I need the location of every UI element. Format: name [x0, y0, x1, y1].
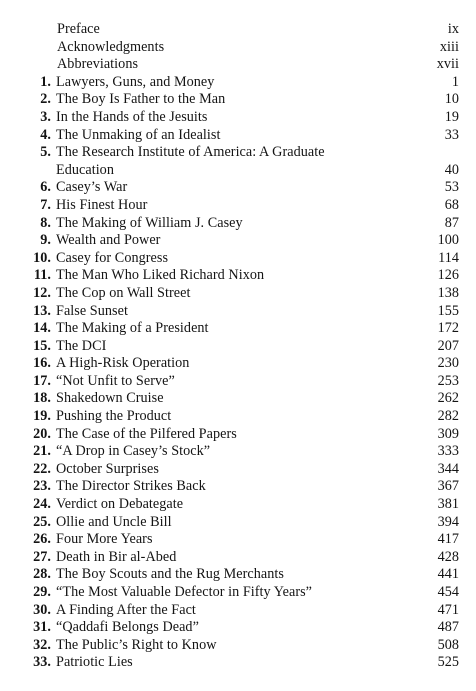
chapter-title: The Boy Is Father to the Man	[56, 91, 226, 108]
chapter-number: 32.	[33, 636, 51, 653]
chapter-number: 6.	[40, 179, 51, 196]
front-matter-page: ix	[447, 21, 459, 37]
chapter-title: “The Most Valuable Defector in Fifty Years”	[56, 584, 313, 600]
chapter-page: 100	[437, 232, 459, 249]
chapter-entry	[0, 478, 476, 496]
chapter-page: 207	[437, 337, 459, 354]
chapter-entry	[0, 637, 476, 655]
chapter-entry	[0, 549, 476, 567]
chapter-number: 24.	[33, 496, 51, 513]
chapter-number: 13.	[33, 302, 51, 319]
chapter-number: 30.	[33, 601, 51, 618]
chapter-entry	[0, 373, 476, 391]
chapter-title: The Boy Scouts and the Rug Merchants	[56, 566, 284, 583]
chapter-title: Four More Years	[56, 531, 153, 548]
chapter-number: 33.	[33, 654, 51, 671]
chapter-page: 417	[437, 531, 459, 548]
chapter-number: 21.	[33, 443, 51, 460]
chapter-entry	[0, 285, 476, 303]
chapter-title: The Cop on Wall Street	[56, 284, 191, 301]
chapter-page: 262	[437, 390, 459, 407]
chapter-page: 10	[444, 91, 459, 108]
chapter-number: 4.	[40, 126, 51, 143]
chapter-title: The Research Institute of America: A Graduate Education	[56, 144, 325, 178]
front-matter-title: Preface	[57, 21, 100, 37]
chapter-page: 381	[437, 496, 459, 513]
chapter-number: 17.	[33, 372, 51, 389]
chapter-entry	[0, 390, 476, 408]
chapter-page: 344	[437, 460, 459, 477]
chapter-title: Casey for Congress	[56, 249, 169, 266]
chapter-page: 309	[437, 425, 459, 442]
chapter-entry	[0, 74, 476, 92]
chapter-entry	[0, 584, 476, 602]
chapter-page: 87	[444, 214, 459, 231]
chapter-entry	[0, 250, 476, 268]
chapter-title: Lawyers, Guns, and Money	[56, 73, 215, 90]
chapter-entry	[0, 426, 476, 444]
chapter-number: 12.	[33, 284, 51, 301]
chapter-entry	[0, 320, 476, 338]
chapter-number: 9.	[40, 232, 51, 249]
chapter-entry	[0, 443, 476, 461]
chapter-number: 3.	[40, 108, 51, 125]
chapter-page: 394	[437, 513, 459, 530]
chapter-title: Wealth and Power	[56, 232, 161, 249]
chapter-number: 14.	[33, 320, 51, 337]
chapter-number: 28.	[33, 566, 51, 583]
chapter-title: “Not Unfit to Serve”	[56, 372, 175, 389]
chapter-page: 282	[437, 408, 459, 425]
chapter-number: 16.	[33, 355, 51, 372]
chapter-number: 22.	[33, 460, 51, 477]
chapter-title: The Case of the Pilfered Papers	[56, 425, 237, 442]
chapter-page: 441	[437, 566, 459, 583]
chapter-entry	[0, 338, 476, 356]
chapter-entry	[0, 514, 476, 532]
chapter-page: 138	[437, 284, 459, 301]
chapter-title: The Public’s Right to Know	[56, 636, 217, 653]
chapter-title: Death in Bir al-Abed	[56, 548, 177, 565]
chapter-number: 25.	[33, 513, 51, 530]
chapter-page: 1	[451, 73, 459, 90]
chapter-page: 525	[437, 654, 459, 671]
front-matter-title: Acknowledgments	[57, 38, 165, 55]
chapter-title: “A Drop in Casey’s Stock”	[56, 443, 211, 460]
chapter-page: 33	[444, 126, 459, 143]
chapter-number: 27.	[33, 548, 51, 565]
chapter-page: 367	[437, 478, 459, 495]
chapter-entry	[0, 91, 476, 109]
chapter-page: 68	[444, 196, 459, 213]
front-matter-title: Abbreviations	[57, 56, 139, 73]
chapter-title: The Making of a President	[56, 320, 209, 337]
chapter-title: The DCI	[56, 337, 107, 354]
chapter-title: Casey’s War	[56, 179, 128, 196]
front-matter-list	[0, 21, 476, 74]
chapter-page: 126	[437, 267, 459, 284]
front-matter-page: xvii	[436, 56, 459, 73]
chapter-title: “Qaddafi Belongs Dead”	[56, 619, 199, 636]
chapter-number: 2.	[40, 91, 51, 108]
chapter-number: 19.	[33, 408, 51, 425]
chapter-entry	[0, 144, 476, 179]
chapter-number: 10.	[33, 249, 51, 266]
chapter-number: 29.	[33, 584, 51, 600]
chapter-title: In the Hands of the Jesuits	[56, 108, 208, 125]
chapter-number: 15.	[33, 337, 51, 354]
chapter-page: 230	[437, 355, 459, 372]
chapter-page: 53	[444, 179, 459, 196]
chapter-title: Patriotic Lies	[56, 654, 133, 671]
chapter-list	[0, 74, 476, 672]
chapter-title: Ollie and Uncle Bill	[56, 513, 172, 530]
chapter-entry	[0, 355, 476, 373]
chapter-entry	[0, 267, 476, 285]
chapter-page: 471	[437, 601, 459, 618]
chapter-title: His Finest Hour	[56, 196, 148, 213]
chapter-entry	[0, 179, 476, 197]
chapter-page: 155	[437, 302, 459, 319]
chapter-title: Verdict on Debategate	[56, 496, 184, 513]
chapter-number: 20.	[33, 425, 51, 442]
chapter-entry	[0, 215, 476, 233]
chapter-page: 40	[444, 161, 459, 178]
chapter-number: 11.	[33, 267, 51, 284]
chapter-entry	[0, 109, 476, 127]
chapter-number: 18.	[33, 390, 51, 407]
front-matter-page: xiii	[439, 38, 459, 55]
chapter-entry	[0, 197, 476, 215]
front-matter-entry	[0, 39, 476, 57]
chapter-entry	[0, 654, 476, 672]
chapter-number: 23.	[33, 478, 51, 495]
chapter-title: Pushing the Product	[56, 408, 172, 425]
chapter-page: 487	[437, 619, 459, 636]
chapter-entry	[0, 496, 476, 514]
chapter-title: A Finding After the Fact	[56, 601, 196, 618]
chapter-title: False Sunset	[56, 302, 128, 319]
chapter-page: 19	[444, 108, 459, 125]
chapter-title: The Director Strikes Back	[56, 478, 206, 495]
chapter-title: The Man Who Liked Richard Nixon	[56, 267, 265, 284]
chapter-title: October Surprises	[56, 460, 159, 477]
chapter-entry	[0, 303, 476, 321]
chapter-number: 5.	[40, 144, 51, 161]
chapter-title: Shakedown Cruise	[56, 390, 164, 407]
chapter-title: The Making of William J. Casey	[56, 214, 243, 231]
chapter-number: 7.	[40, 196, 51, 213]
chapter-entry	[0, 461, 476, 479]
table-of-contents	[0, 21, 476, 672]
chapter-entry	[0, 566, 476, 584]
chapter-page: 333	[437, 443, 459, 460]
chapter-number: 1.	[40, 73, 51, 90]
chapter-entry	[0, 602, 476, 620]
chapter-page: 428	[437, 548, 459, 565]
chapter-title: The Unmaking of an Idealist	[56, 126, 221, 143]
chapter-page: 114	[438, 249, 459, 266]
chapter-entry	[0, 531, 476, 549]
front-matter-entry	[0, 21, 476, 39]
chapter-number: 31.	[33, 619, 51, 636]
chapter-entry	[0, 408, 476, 426]
front-matter-entry	[0, 56, 476, 74]
chapter-entry	[0, 619, 476, 637]
chapter-entry	[0, 232, 476, 250]
chapter-page: 508	[437, 636, 459, 653]
chapter-page: 253	[437, 372, 459, 389]
chapter-page: 172	[437, 320, 459, 337]
chapter-number: 26.	[33, 531, 51, 548]
chapter-entry	[0, 127, 476, 145]
chapter-number: 8.	[40, 214, 51, 231]
chapter-page: 454	[437, 584, 459, 600]
chapter-title: A High-Risk Operation	[56, 355, 190, 372]
